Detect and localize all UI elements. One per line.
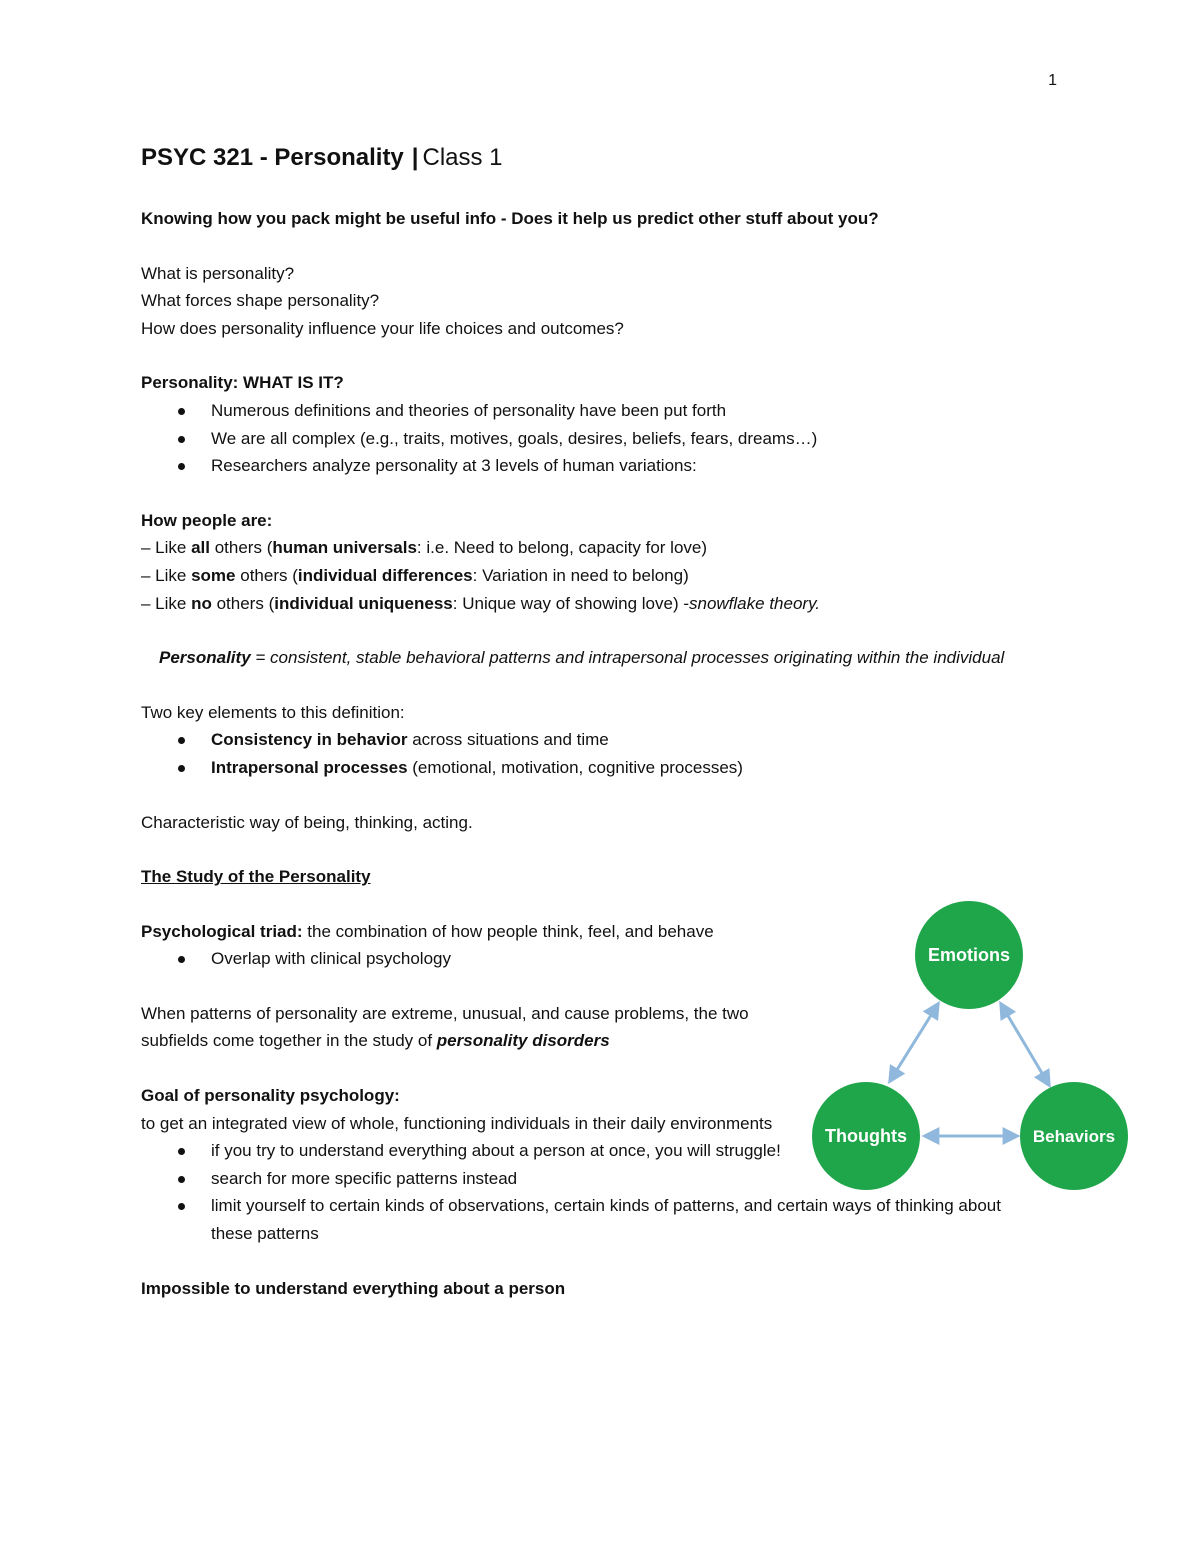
list-item: if you try to understand everything about a person at once, you will struggle!: [141, 1137, 781, 1165]
question-1: What is personality?: [141, 263, 295, 283]
page-number: 1: [1048, 72, 1057, 89]
personality-definition: [141, 644, 1061, 672]
disorders-paragraph: When patterns of personality are extreme, unusual, and cause problems, the two subfields come together in the study of personality disorders: [141, 1003, 749, 1051]
list-item: Numerous definitions and theories of personality have been put forth: [141, 397, 1061, 425]
course-title: PSYC 321 - Personality: [141, 144, 404, 171]
definition-text: = consistent, stable behavioral patterns and intrapersonal processes originating within the individual: [250, 648, 1005, 668]
emotions-node: [915, 901, 1023, 1009]
question-2: What forces shape personality?: [141, 291, 380, 311]
goal-text: to get an integrated view of whole, functioning individuals in their daily environments: [141, 1113, 773, 1133]
key-elements-list: [141, 726, 1061, 781]
list-item: We are all complex (e.g., traits, motives, goals, desires, beliefs, fears, dreams…): [141, 425, 1061, 453]
list-item: Overlap with clinical psychology: [141, 945, 1061, 973]
key-elements-intro: Two key elements to this definition:: [141, 702, 405, 722]
what-is-it-heading: Personality: WHAT IS IT?: [141, 373, 344, 393]
svg-text:Thoughts: Thoughts: [825, 1126, 907, 1146]
page-title: [141, 141, 1061, 175]
definition-term: Personality: [159, 648, 251, 668]
goal-heading: Goal of personality psychology:: [141, 1086, 400, 1106]
psychological-triad-diagram: [805, 895, 1135, 1195]
list-item: Intrapersonal processes (emotional, motivation, cognitive processes): [141, 754, 1061, 782]
thoughts-node: [812, 1082, 920, 1190]
list-item: search for more specific patterns instead: [141, 1165, 1061, 1193]
level-line: – Like all others (human universals: i.e. Need to belong, capacity for love): [141, 538, 708, 558]
how-people-are-heading: How people are:: [141, 510, 273, 530]
list-item: limit yourself to certain kinds of observations, certain kinds of patterns, and certain ways of thinking about these patterns: [141, 1192, 1041, 1247]
what-is-it-list: [141, 397, 1061, 480]
list-item: Consistency in behavior across situations and time: [141, 726, 1061, 754]
arrow-emotions-thoughts: [890, 1004, 938, 1081]
svg-text:Behaviors: Behaviors: [1032, 1127, 1116, 1146]
level-line: – Like no others (individual uniqueness: Unique way of showing love) -snowflake theory.: [141, 593, 821, 613]
characteristic-line: Characteristic way of being, thinking, acting.: [141, 812, 473, 832]
behaviors-node: [1020, 1082, 1128, 1190]
class-label: Class 1: [422, 144, 503, 171]
list-item: Researchers analyze personality at 3 levels of human variations:: [141, 452, 1061, 480]
study-heading: The Study of the Personality: [141, 867, 371, 887]
disorders-term: personality disorders: [436, 1031, 610, 1051]
arrow-emotions-behaviors: [1001, 1004, 1049, 1085]
question-3: How does personality influence your life choices and outcomes?: [141, 318, 624, 338]
triad-line: Psychological triad: the combination of how people think, feel, and behave: [141, 921, 714, 941]
title-separator: |: [411, 144, 419, 171]
intro-question: Knowing how you pack might be useful info - Does it help us predict other stuff about you?: [141, 209, 879, 228]
closing-statement: Impossible to understand everything about a person: [141, 1278, 566, 1298]
level-line: – Like some others (individual differences: Variation in need to belong): [141, 565, 689, 585]
svg-text:Emotions: Emotions: [927, 945, 1011, 965]
